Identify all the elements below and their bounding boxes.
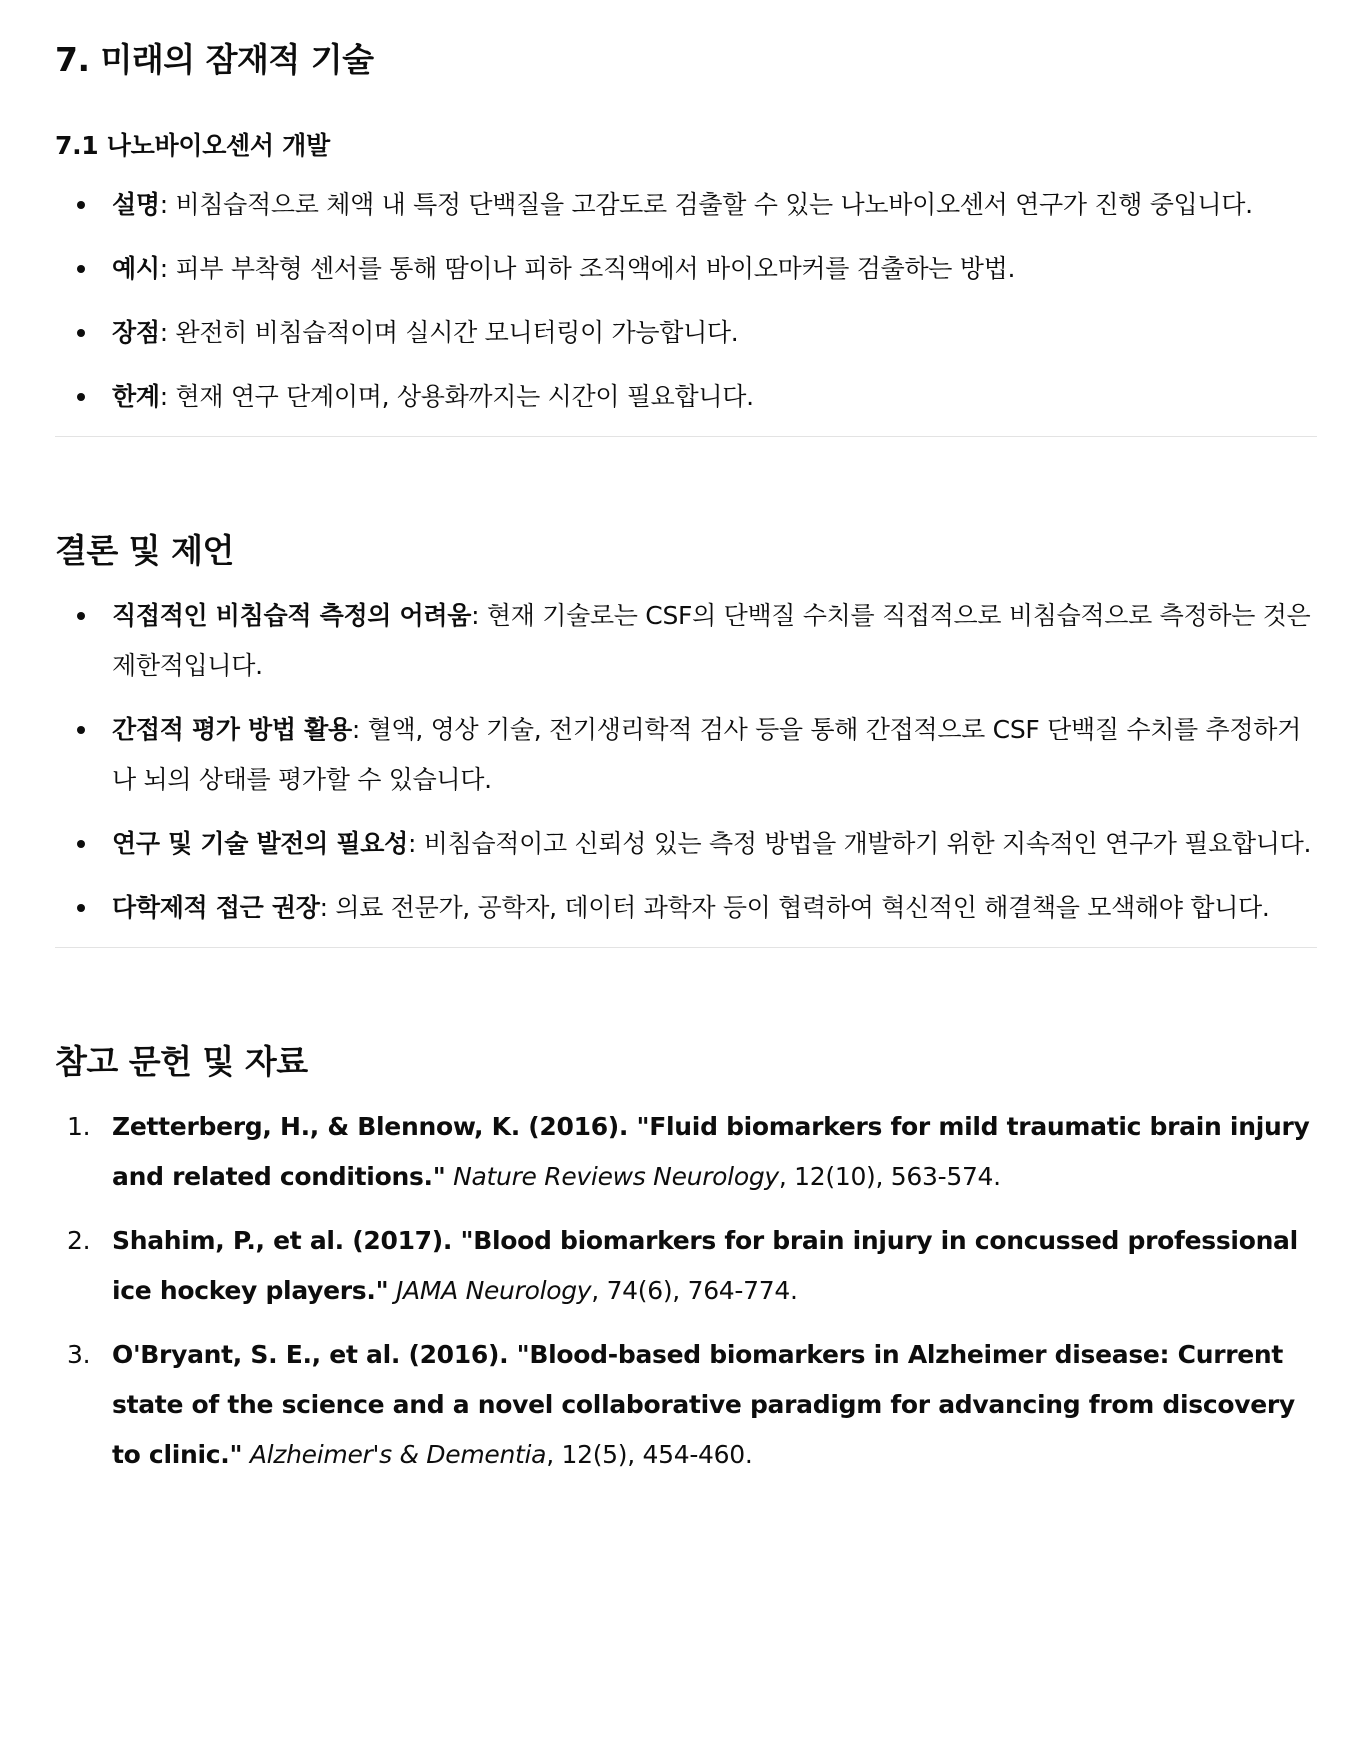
bullet-icon [77,265,85,273]
reference-item [55,1102,1317,1202]
list-item [55,883,1317,933]
reference-citation: Zetterberg, H., & Blennow, K. (2016). "Fluid biomarkers for mild traumatic brain injury and related conditions." [112,1112,1310,1191]
item-text: 의료 전문가, 공학자, 데이터 과학자 등이 협력하여 혁신적인 해결책을 모색해야 합니다. [335,893,1270,922]
references-heading: 참고 문헌 및 자료 [55,1042,308,1081]
item-text: 완전히 비침습적이며 실시간 모니터링이 가능합니다. [175,318,739,347]
reference-number: 3. [67,1340,91,1369]
bullet-icon [77,393,85,401]
references-list [55,1102,1317,1480]
item-label: 직접적인 비침습적 측정의 어려움 [112,601,472,630]
reference-journal: Nature Reviews Neurology [453,1162,779,1191]
item-separator: : [319,893,336,922]
subsection-7-1-heading: 7.1 나노바이오센서 개발 [55,131,330,160]
list-item [55,308,1317,358]
item-text: 현재 기술로는 CSF의 단백질 수치를 직접적으로 비침습적으로 측정하는 것은 제한적입니다. [112,601,1311,680]
item-label: 예시 [112,254,160,283]
reference-item [55,1216,1317,1316]
bullet-icon [77,840,85,848]
item-label: 다학제적 접근 권장 [112,893,320,922]
bullet-icon [77,904,85,912]
reference-journal: JAMA Neurology [395,1276,592,1305]
item-separator: : [159,382,176,411]
item-label: 설명 [112,190,160,219]
divider [55,947,1317,948]
reference-journal: Alzheimer's & Dementia [249,1440,547,1469]
reference-number: 1. [67,1112,91,1141]
item-separator: : [159,318,176,347]
reference-details: , 12(5), 454-460. [546,1440,753,1469]
item-label: 한계 [112,382,160,411]
reference-details: , 74(6), 764-774. [591,1276,798,1305]
reference-citation: O'Bryant, S. E., et al. (2016). "Blood-based biomarkers in Alzheimer disease: Current state of the science and a novel collaborative paradigm for advancing from discovery to clinic." [112,1340,1295,1469]
list-item [55,819,1317,869]
item-label: 연구 및 기술 발전의 필요성 [112,829,408,858]
item-separator: : [471,601,487,630]
item-label: 장점 [112,318,160,347]
bullet-icon [77,726,85,734]
item-separator: : [159,190,176,219]
list-item [55,180,1317,230]
list-item [55,705,1317,805]
item-text: 혈액, 영상 기술, 전기생리학적 검사 등을 통해 간접적으로 CSF 단백질 수치를 추정하거나 뇌의 상태를 평가할 수 있습니다. [112,715,1301,794]
item-text: 비침습적으로 체액 내 특정 단백질을 고감도로 검출할 수 있는 나노바이오센서 연구가 진행 중입니다. [175,190,1253,219]
reference-item [55,1330,1317,1480]
item-separator: : [407,829,424,858]
bullet-icon [77,201,85,209]
item-text: 현재 연구 단계이며, 상용화까지는 시간이 필요합니다. [175,382,754,411]
list-item [55,244,1317,294]
list-item [55,591,1317,691]
item-separator: : [351,715,368,744]
nanobiosensor-list [55,180,1317,422]
reference-citation: Shahim, P., et al. (2017). "Blood biomarkers for brain injury in concussed professional ice hockey players." [112,1226,1298,1305]
conclusion-list [55,591,1317,933]
item-label: 간접적 평가 방법 활용 [112,715,352,744]
reference-details: , 12(10), 563-574. [778,1162,1001,1191]
divider [55,436,1317,437]
list-item [55,372,1317,422]
section-7-heading: 7. 미래의 잠재적 기술 [55,40,374,79]
reference-number: 2. [67,1226,91,1255]
bullet-icon [77,612,85,620]
conclusion-heading: 결론 및 제언 [55,531,234,570]
item-separator: : [159,254,176,283]
item-text: 비침습적이고 신뢰성 있는 측정 방법을 개발하기 위한 지속적인 연구가 필요합니다. [423,829,1312,858]
bullet-icon [77,329,85,337]
item-text: 피부 부착형 센서를 통해 땀이나 피하 조직액에서 바이오마커를 검출하는 방법. [175,254,1016,283]
